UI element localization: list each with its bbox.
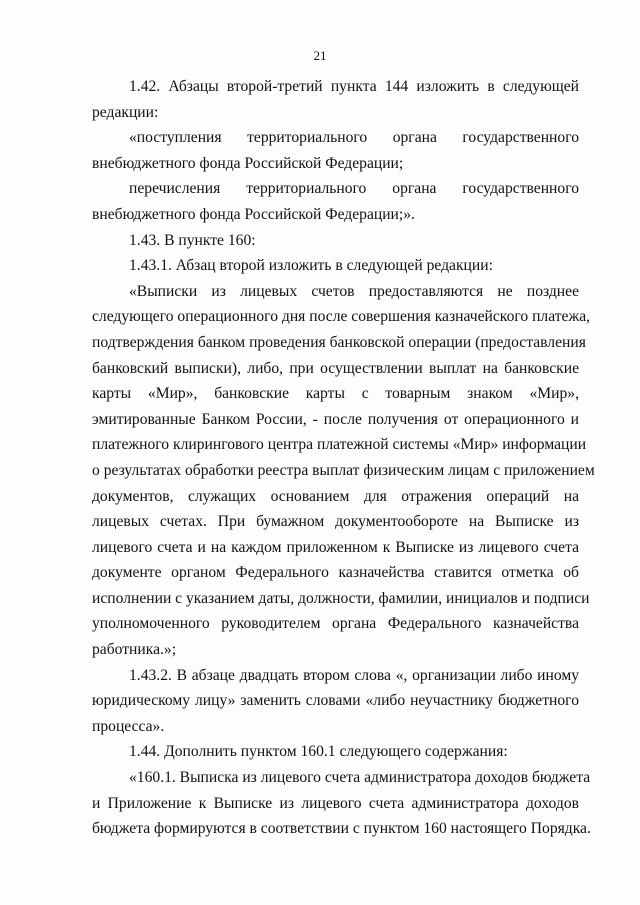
text-line: и Приложение к Выписке из лицевого счета администратора доходов: [92, 794, 579, 812]
text-line: редакции:: [92, 103, 159, 121]
text-line: 1.43.1. Абзац второй изложить в следующей редакции:: [129, 257, 493, 275]
text-line: 1.42. Абзацы второй-третий пункта 144 изложить в следующей: [129, 78, 579, 95]
text-line: уполномоченного руководителем органа Федерального казначейства: [92, 615, 579, 633]
text-line: юридическому лицу» заменить словами «либо неучастнику бюджетного: [92, 692, 579, 710]
paragraph: [92, 129, 579, 180]
text-line: о результатах обработки реестра выплат физическим лицам с приложением: [92, 461, 595, 479]
text-line: процесса».: [92, 717, 165, 735]
text-line: «160.1. Выписка из лицевого счета администратора доходов бюджета: [129, 769, 591, 787]
text-line: внебюджетного фонда Российской Федерации;: [92, 154, 404, 172]
page-number: 21: [313, 48, 327, 63]
text-line: документов, служащих основанием для отражения операций на: [92, 487, 579, 505]
text-line: карты «Мир», банковские карты с товарным знаком «Мир»,: [92, 385, 579, 403]
text-line: «поступления территориального органа государственного: [129, 129, 579, 147]
text-line: следующего операционного дня после совершения казначейского платежа,: [92, 308, 591, 326]
text-line: банковский выписки), либо, при осуществлении выплат на банковские: [92, 359, 579, 377]
paragraph: [92, 769, 591, 846]
text-line: 1.43. В пункте 160:: [129, 231, 256, 249]
text-line: «Выписки из лицевых счетов предоставляются не позднее: [129, 282, 579, 300]
paragraph: [92, 257, 579, 283]
text-line: перечисления территориального органа государственного: [129, 180, 579, 198]
paragraph: [92, 282, 595, 667]
text-line: лицевого счета и на каждом приложенном к Выписке из лицевого счета: [92, 538, 579, 556]
text-line: лицевых счетах. При бумажном документообороте на Выписке из: [92, 513, 579, 531]
text-line: документе органом Федерального казначейства ставится отметка об: [92, 564, 579, 582]
paragraph: [92, 180, 579, 231]
text-line: работника.»;: [92, 641, 177, 659]
text-line: подтверждения банком проведения банковской операции (предоставления: [92, 333, 586, 351]
paragraph: [92, 667, 579, 744]
text-line: внебюджетного фонда Российской Федерации;».: [92, 205, 415, 223]
paragraph: [92, 232, 579, 258]
text-line: бюджета формируются в соответствии с пунктом 160 настоящего Порядка.: [92, 820, 591, 838]
text-line: исполнении с указанием даты, должности, фамилии, инициалов и подписи: [92, 589, 590, 607]
text-line: эмитированные Банком России, - после получения от операционного и: [92, 410, 579, 428]
paragraph: [92, 743, 579, 769]
document-body: [92, 78, 595, 846]
text-line: платежного клирингового центра платежной системы «Мир» информации: [92, 436, 587, 454]
text-line: 1.43.2. В абзаце двадцать втором слова «, организации либо иному: [129, 666, 579, 684]
paragraph: [92, 78, 579, 129]
text-line: 1.44. Дополнить пунктом 160.1 следующего содержания:: [129, 743, 508, 761]
